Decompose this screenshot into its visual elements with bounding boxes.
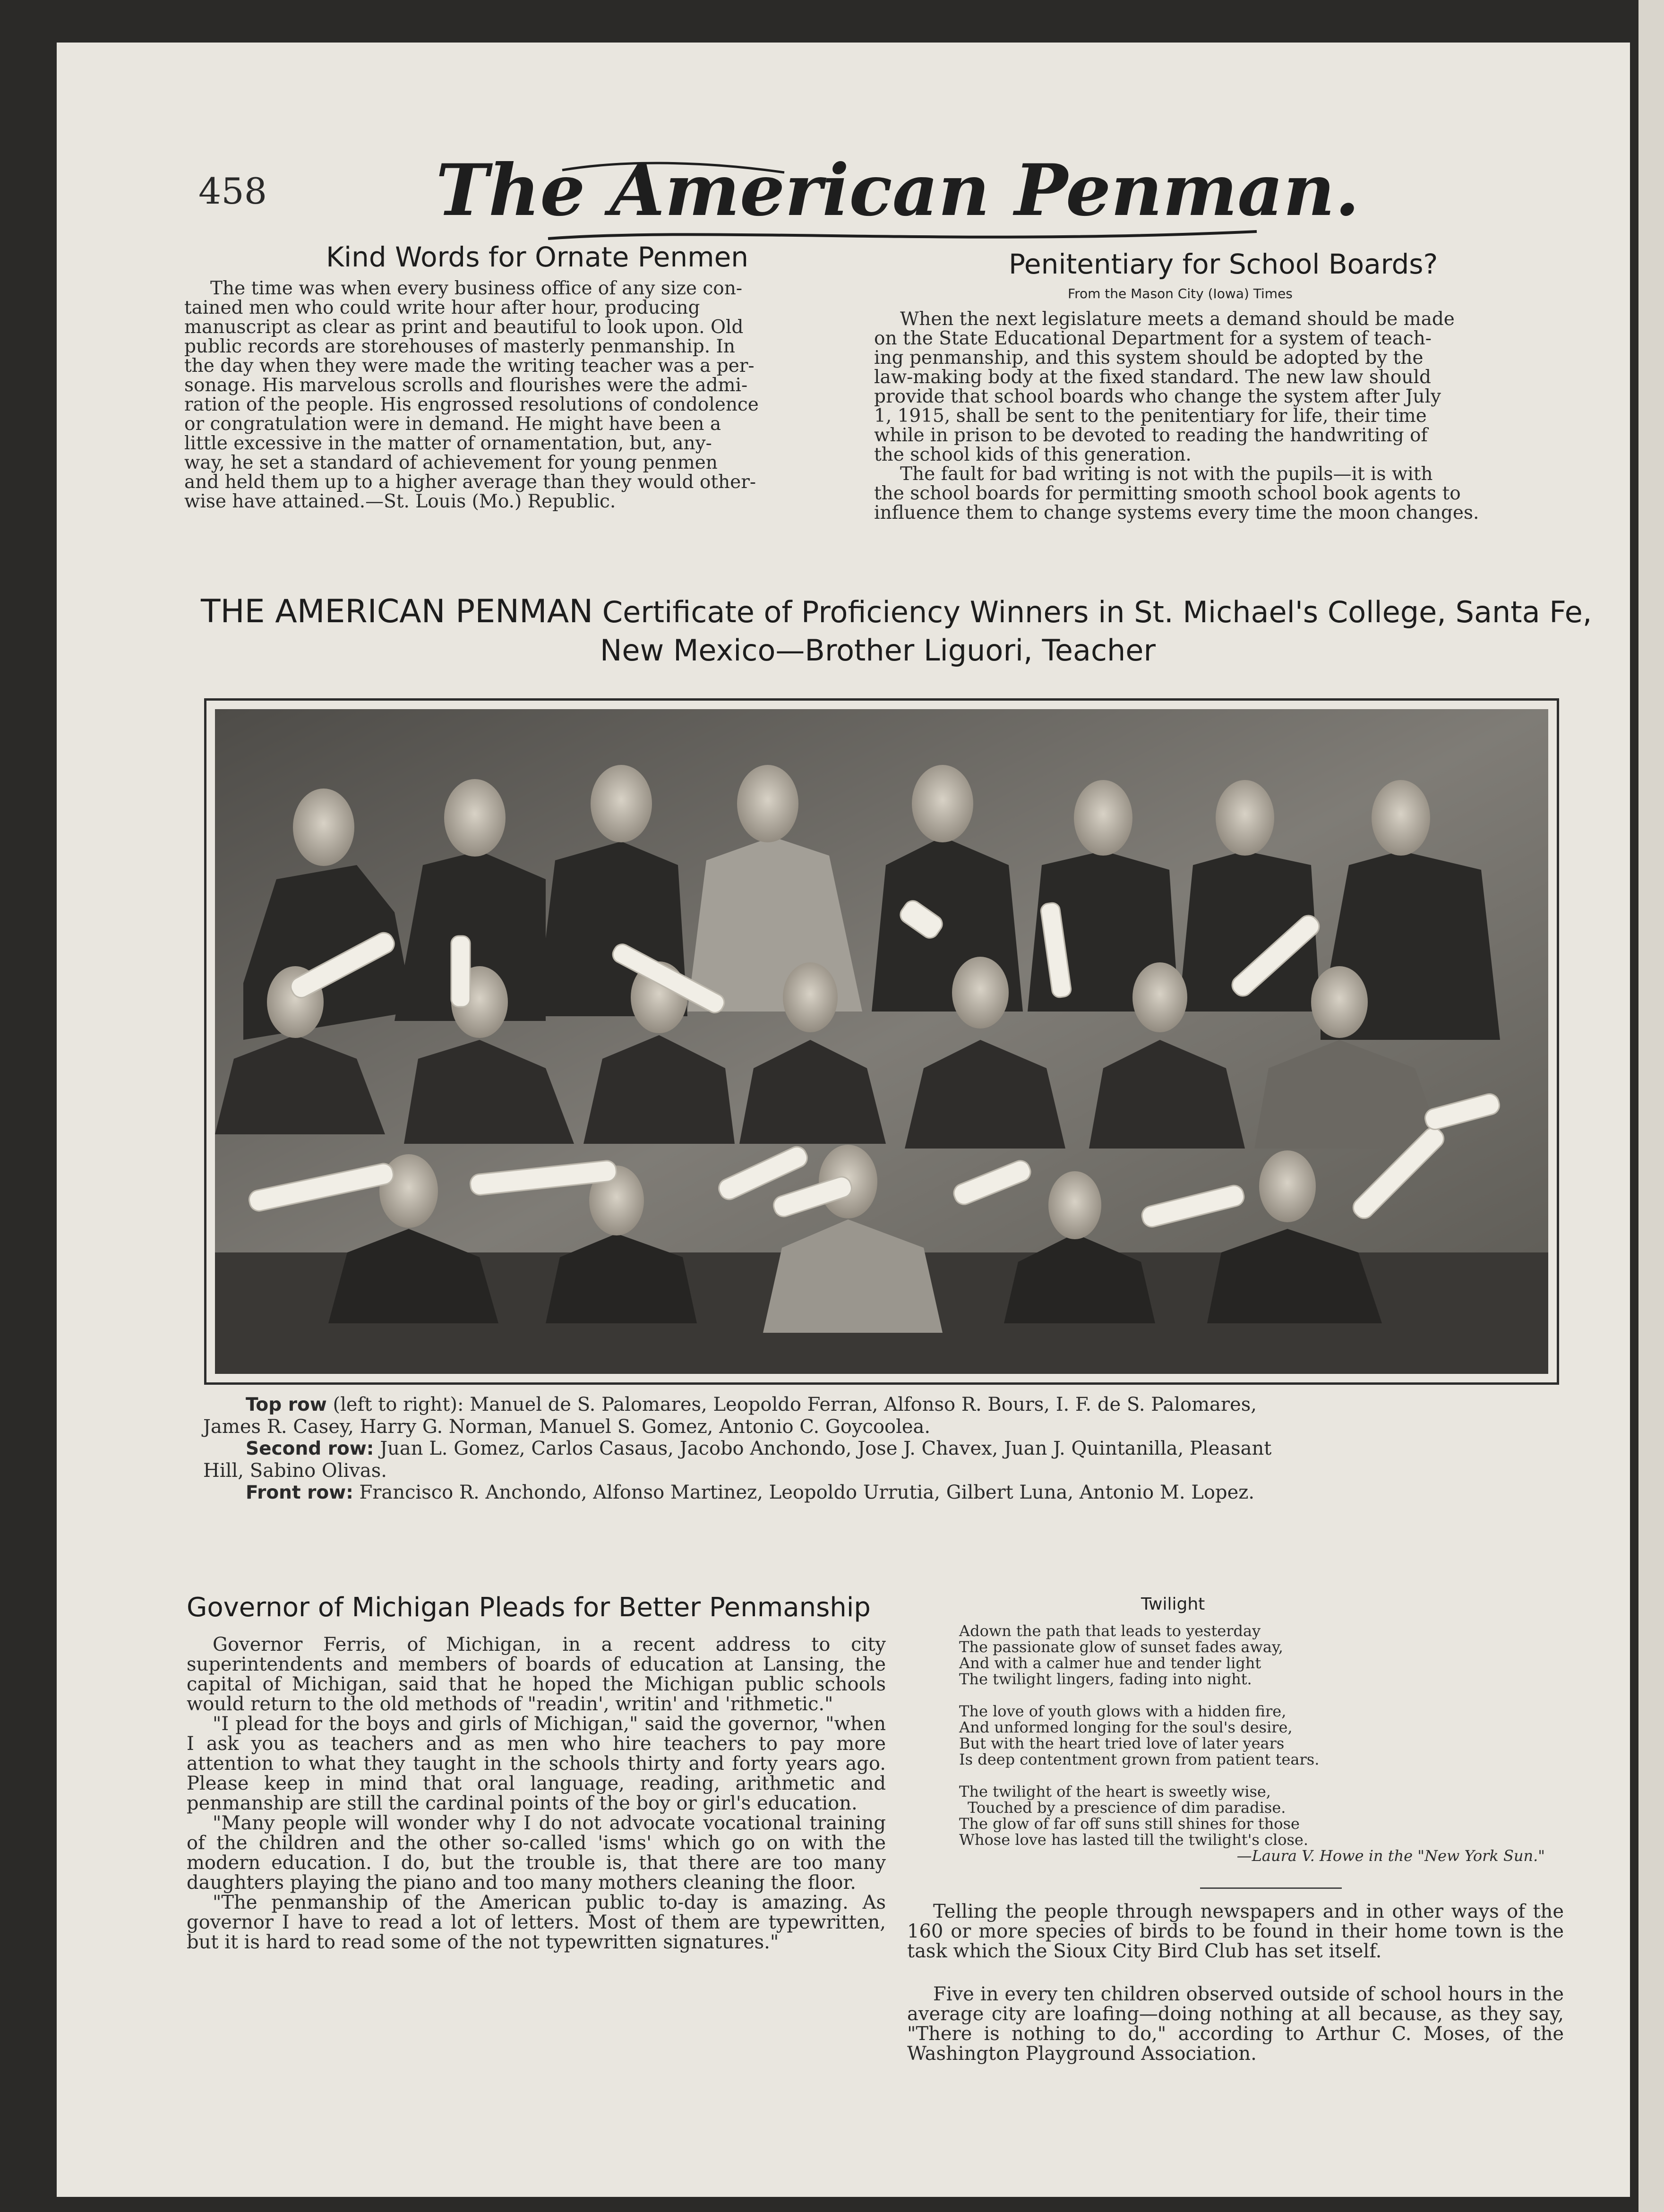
- text-line: the school kids of this generation.: [874, 444, 1192, 465]
- masthead-script-icon: [436, 144, 1360, 253]
- governor-paragraph: Governor Ferris, of Michigan, in a recent address to city superintendents and members of boards of education at Lansing, the capital of Michigan, said that he hoped the Michigan public schools would return to the old methods of "readin', writin' and 'rithmetic.": [187, 1634, 886, 1715]
- poem-line: Touched by a prescience of dim paradise.: [968, 1799, 1286, 1817]
- poem-line: The twilight of the heart is sweetly wise,: [959, 1783, 1271, 1800]
- magazine-page: [57, 43, 1630, 2197]
- caption-top-row: [203, 1394, 1564, 1416]
- poem-line: But with the heart tried love of later years: [959, 1734, 1285, 1752]
- governor-title: Governor of Michigan Pleads for Better Penmanship: [187, 1592, 871, 1623]
- adjacent-page-edge: [1638, 0, 1664, 2212]
- masthead-text: The American Penman.: [436, 149, 1360, 232]
- text-line: The time was when every business office of any size con-: [210, 278, 743, 299]
- caption-second-label: Second row:: [246, 1438, 374, 1459]
- caption-front-row: [203, 1482, 1564, 1504]
- birds-text: Telling the people through newspapers and in other ways of the 160 or more species of birds to be found in their home town is the task which the Sioux City Bird Club has set itself.: [907, 1901, 1564, 1962]
- poem-line: The love of youth glows with a hidden fire,: [959, 1702, 1287, 1720]
- twilight-poem: [959, 1623, 1554, 1864]
- penitentiary-body: [874, 309, 1569, 523]
- poem-line: And with a calmer hue and tender light: [959, 1654, 1261, 1672]
- poem-stanza: [959, 1703, 1554, 1767]
- poem-divider: [1200, 1887, 1342, 1889]
- masthead-logo: [436, 144, 1360, 253]
- text-line: wise have attained.—St. Louis (Mo.) Republic.: [184, 491, 616, 512]
- certificate-heading-line1: [201, 593, 1592, 630]
- caption-top-label: Top row: [246, 1394, 327, 1415]
- caption-top-names-2: James R. Casey, Harry G. Norman, Manuel S. Gomez, Antonio C. Goycoolea.: [203, 1416, 931, 1438]
- text-line: influence them to change systems every time the moon changes.: [874, 502, 1479, 523]
- kind-words-body: [184, 279, 874, 511]
- text-line: the day when they were made the writing teacher was a per-: [184, 355, 755, 377]
- text-line: public records are storehouses of masterly penmanship. In: [184, 336, 736, 357]
- text-line: the school boards for permitting smooth school book agents to: [874, 483, 1461, 504]
- text-line: little excessive in the matter of ornamentation, but, any-: [184, 433, 712, 454]
- caption-front-label: Front row:: [246, 1482, 353, 1503]
- text-line: law-making body at the fixed standard. The new law should: [874, 367, 1431, 388]
- penitentiary-title: Penitentiary for School Boards?: [1009, 248, 1438, 280]
- penitentiary-source: From the Mason City (Iowa) Times: [1068, 286, 1293, 301]
- poem-line: Adown the path that leads to yesterday: [959, 1622, 1261, 1640]
- certificate-line2: New Mexico—Brother Liguori, Teacher: [600, 633, 1156, 668]
- poem-stanza: [959, 1783, 1554, 1848]
- text-line: on the State Educational Department for a system of teach-: [874, 328, 1432, 349]
- certificate-lead: THE AMERICAN PENMAN: [201, 593, 593, 630]
- class-photograph: [204, 698, 1559, 1385]
- text-line: way, he set a standard of achievement for young penmen: [184, 452, 718, 473]
- poem-attribution: —Laura V. Howe in the "New York Sun.": [1236, 1847, 1545, 1865]
- kind-words-title: Kind Words for Ornate Penmen: [326, 241, 749, 273]
- text-line: manuscript as clear as print and beautiful to look upon. Old: [184, 317, 744, 338]
- text-line: When the next legislature meets a demand should be made: [900, 309, 1455, 330]
- poem-line: Whose love has lasted till the twilight's close.: [959, 1831, 1309, 1849]
- text-line: sonage. His marvelous scrolls and flourishes were the admi-: [184, 375, 748, 396]
- governor-body: [187, 1635, 886, 1952]
- text-line: The fault for bad writing is not with the pupils—it is with: [900, 463, 1433, 485]
- text-line: and held them up to a higher average than they would other-: [184, 472, 756, 493]
- text-line: tained men who could write hour after hour, producing: [184, 297, 700, 318]
- caption-second-names-2: Hill, Sabino Olivas.: [203, 1460, 387, 1482]
- poem-line: The glow of far off suns still shines for those: [959, 1815, 1300, 1833]
- group-photo-image: [215, 709, 1548, 1374]
- certificate-line1: Certificate of Proficiency Winners in St. Michael's College, Santa Fe,: [602, 595, 1592, 629]
- governor-paragraph: "Many people will wonder why I do not advocate vocational training of the children and the other so-called 'isms' which go on with the modern education. I do, but the trouble is, that there are too many daughters playing the piano and too many mothers cleaning the floor.: [187, 1812, 886, 1894]
- loafing-text: Five in every ten children observed outside of school hours in the average city are loafing—doing nothing at all because, as they say, "There is nothing to do," according to Arthur C. Moses, of the Washington Playground Association.: [907, 1983, 1564, 2065]
- caption-second-row: [203, 1438, 1564, 1460]
- loafing-paragraph: [907, 1984, 1564, 2064]
- poem-line: Is deep contentment grown from patient tears.: [959, 1750, 1320, 1768]
- birds-paragraph: [907, 1902, 1564, 1961]
- poem-line: The twilight lingers, fading into night.: [959, 1670, 1252, 1688]
- caption-front-names: Francisco R. Anchondo, Alfonso Martinez, Leopoldo Urrutia, Gilbert Luna, Antonio M. Lopez.: [359, 1482, 1255, 1503]
- governor-paragraph: "I plead for the boys and girls of Michigan," said the governor, "when I ask you as teachers and as men who hire teachers to pay more attention to what they taught in the schools thirty and forty years ago. Please keep in mind that oral language, reading, arithmetic and penmanship are still the cardinal points of the boy or girl's education.: [187, 1713, 886, 1814]
- twilight-title: Twilight: [1141, 1595, 1205, 1614]
- poem-line: The passionate glow of sunset fades away,: [959, 1638, 1283, 1656]
- caption-second-names-1: Juan L. Gomez, Carlos Casaus, Jacobo Anchondo, Jose J. Chavex, Juan J. Quintanilla, Pleasant: [380, 1438, 1272, 1459]
- text-line: or congratulation were in demand. He might have been a: [184, 413, 721, 435]
- photo-caption: [203, 1394, 1564, 1504]
- text-line: ing penmanship, and this system should be adopted by the: [874, 347, 1424, 369]
- text-line: provide that school boards who change the system after July: [874, 386, 1441, 407]
- caption-top-names-1: (left to right): Manuel de S. Palomares, Leopoldo Ferran, Alfonso R. Bours, I. F. de S. Palomares,: [333, 1394, 1257, 1415]
- text-line: 1, 1915, shall be sent to the penitentiary for life, their time: [874, 405, 1427, 427]
- poem-stanza: [959, 1623, 1554, 1687]
- text-line: ration of the people. His engrossed resolutions of condolence: [184, 394, 759, 415]
- governor-paragraph: "The penmanship of the American public to-day is amazing. As governor I have to read a lot of letters. Most of them are typewritten, but it is hard to read some of the not typewritten signatures.": [187, 1892, 886, 1953]
- poem-line: And unformed longing for the soul's desire,: [959, 1718, 1293, 1736]
- text-line: while in prison to be devoted to reading the handwriting of: [874, 425, 1428, 446]
- page-number: 458: [198, 170, 267, 212]
